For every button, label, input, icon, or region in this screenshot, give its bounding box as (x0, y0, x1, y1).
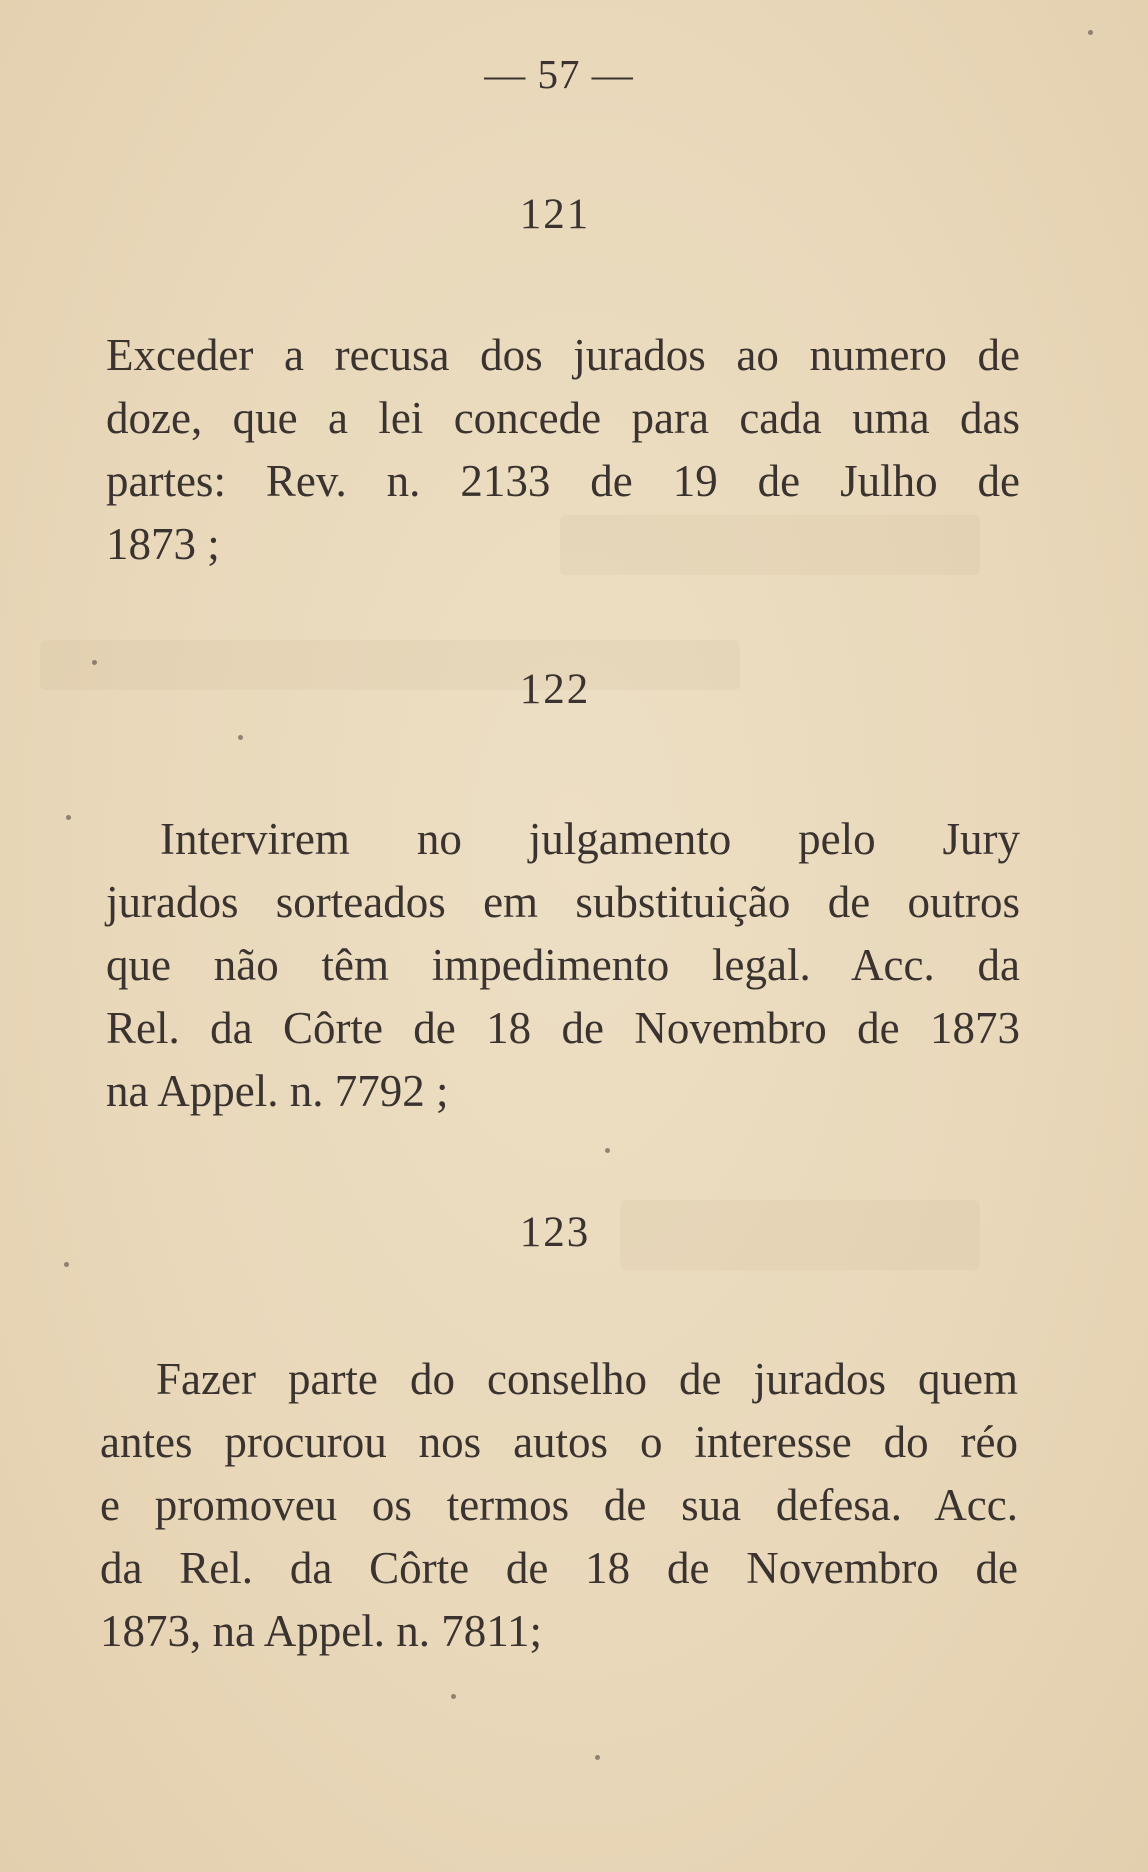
paper-speck (1088, 30, 1093, 35)
text-line: partes: Rev. n. 2133 de 19 de Julho de (106, 456, 1020, 506)
paper-speck (605, 1148, 610, 1153)
text-line: 1873, na Appel. n. 7811; (100, 1606, 543, 1656)
page-number: — 57 — (484, 51, 634, 97)
paper-speck (451, 1694, 456, 1699)
paper-speck (66, 815, 71, 820)
section-122-text (106, 808, 1020, 1123)
text-line: na Appel. n. 7792 ; (106, 1066, 449, 1116)
text-line: 1873 ; (106, 519, 220, 569)
text-line: Fazer parte do conselho de jurados quem (156, 1354, 1018, 1404)
section-121-text (106, 324, 1020, 576)
text-line: que não têm impedimento legal. Acc. da (106, 940, 1020, 990)
section-number-121: 121 (519, 191, 591, 238)
paper-speck (238, 735, 243, 740)
paper-speck (92, 660, 97, 665)
text-line: da Rel. da Côrte de 18 de Novembro de (100, 1543, 1018, 1593)
text-line: Exceder a recusa dos jurados ao numero de (106, 330, 1020, 380)
text-line: jurados sorteados em substituição de outros (106, 877, 1020, 927)
text-line: antes procurou nos autos o interesse do réo (100, 1417, 1018, 1467)
section-123-text (100, 1348, 1018, 1663)
text-line: Rel. da Côrte de 18 de Novembro de 1873 (106, 1003, 1020, 1053)
paper-speck (64, 1262, 69, 1267)
text-line: e promoveu os termos de sua defesa. Acc. (100, 1480, 1018, 1530)
paper-speck (595, 1755, 600, 1760)
text-line: Intervirem no julgamento pelo Jury (160, 814, 1020, 864)
section-number-122: 122 (519, 666, 591, 713)
text-line: doze, que a lei concede para cada uma das (106, 393, 1020, 443)
section-number-123: 123 (519, 1209, 591, 1256)
